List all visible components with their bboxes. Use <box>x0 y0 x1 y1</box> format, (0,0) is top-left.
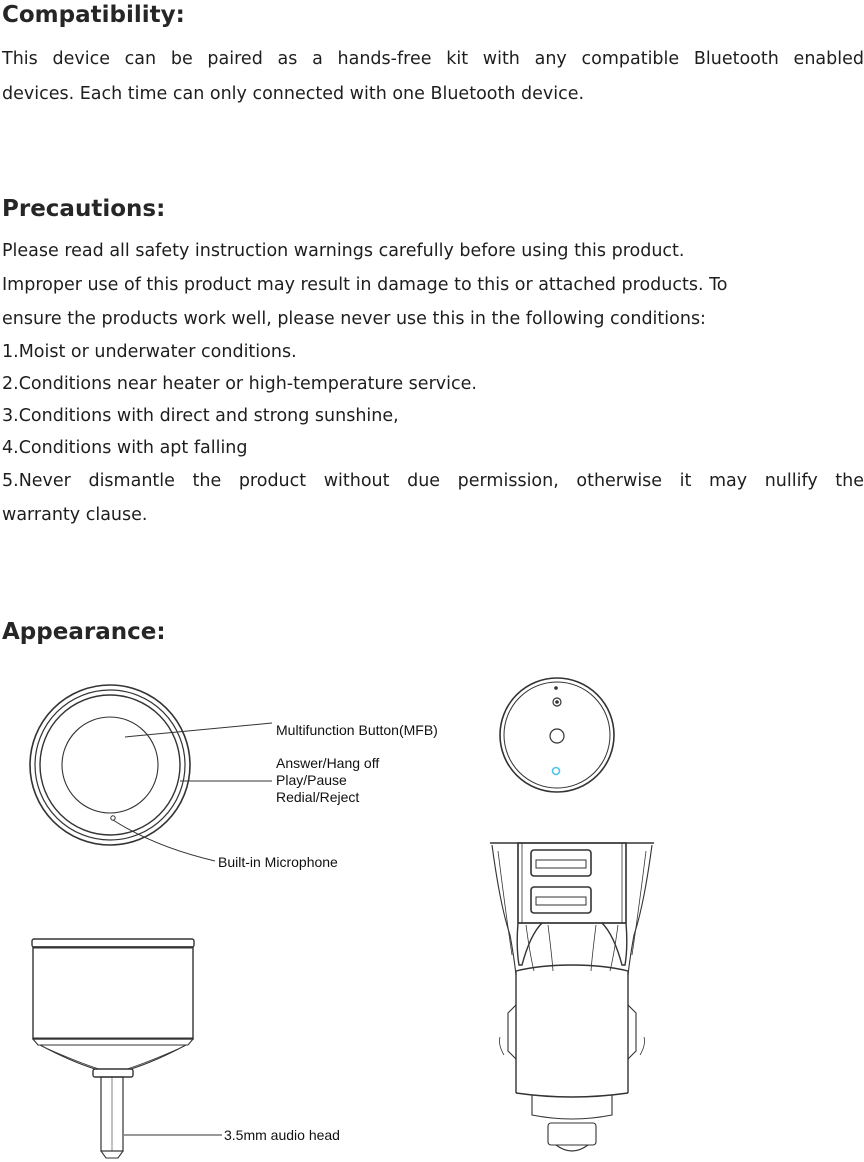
usb-port-1 <box>531 850 591 876</box>
appearance-figure <box>0 665 864 1162</box>
precautions-heading: Precautions: <box>2 196 166 222</box>
precautions-intro-2: Improper use of this product may result in damage to this or attached products. To <box>2 275 728 295</box>
mic-leader-line <box>113 820 215 861</box>
compatibility-line-2: devices. Each time can only connected with one Bluetooth device. <box>2 84 585 104</box>
label-answer-hang-off: Answer/Hang off <box>276 755 380 771</box>
mfb-leader-line <box>125 723 272 737</box>
led-indicator-icon <box>553 768 560 775</box>
appearance-heading: Appearance: <box>2 619 166 645</box>
label-mfb: Multifunction Button(MFB) <box>276 722 438 738</box>
precaution-item-5: 5.Never dismantle the product without due permission, otherwise it may nullify the <box>2 471 864 491</box>
compatibility-heading: Compatibility: <box>2 2 185 28</box>
precaution-item-5-cont: warranty clause. <box>2 505 148 525</box>
precaution-item-4: 4.Conditions with apt falling <box>2 438 248 458</box>
device-top-view <box>500 678 614 792</box>
label-audio-head: 3.5mm audio head <box>224 1127 340 1143</box>
precautions-intro-3: ensure the products work well, please never use this in the following conditions: <box>2 309 706 329</box>
compatibility-line-1: This device can be paired as a hands-free kit with any compatible Bluetooth enabled <box>2 49 864 69</box>
precaution-item-1: 1.Moist or underwater conditions. <box>2 342 297 362</box>
label-redial-reject: Redial/Reject <box>276 789 360 805</box>
car-charger-view <box>490 843 654 1151</box>
label-built-in-microphone: Built-in Microphone <box>218 854 338 870</box>
button-top-view <box>30 685 190 845</box>
label-play-pause: Play/Pause <box>276 772 347 788</box>
usb-port-2 <box>531 887 591 913</box>
precaution-item-2: 2.Conditions near heater or high-temperature service. <box>2 374 477 394</box>
precaution-item-3: 3.Conditions with direct and strong sunshine, <box>2 406 399 426</box>
microphone-hole-icon <box>111 816 115 820</box>
precautions-intro-1: Please read all safety instruction warnings carefully before using this product. <box>2 241 685 261</box>
button-side-view <box>32 939 194 1158</box>
